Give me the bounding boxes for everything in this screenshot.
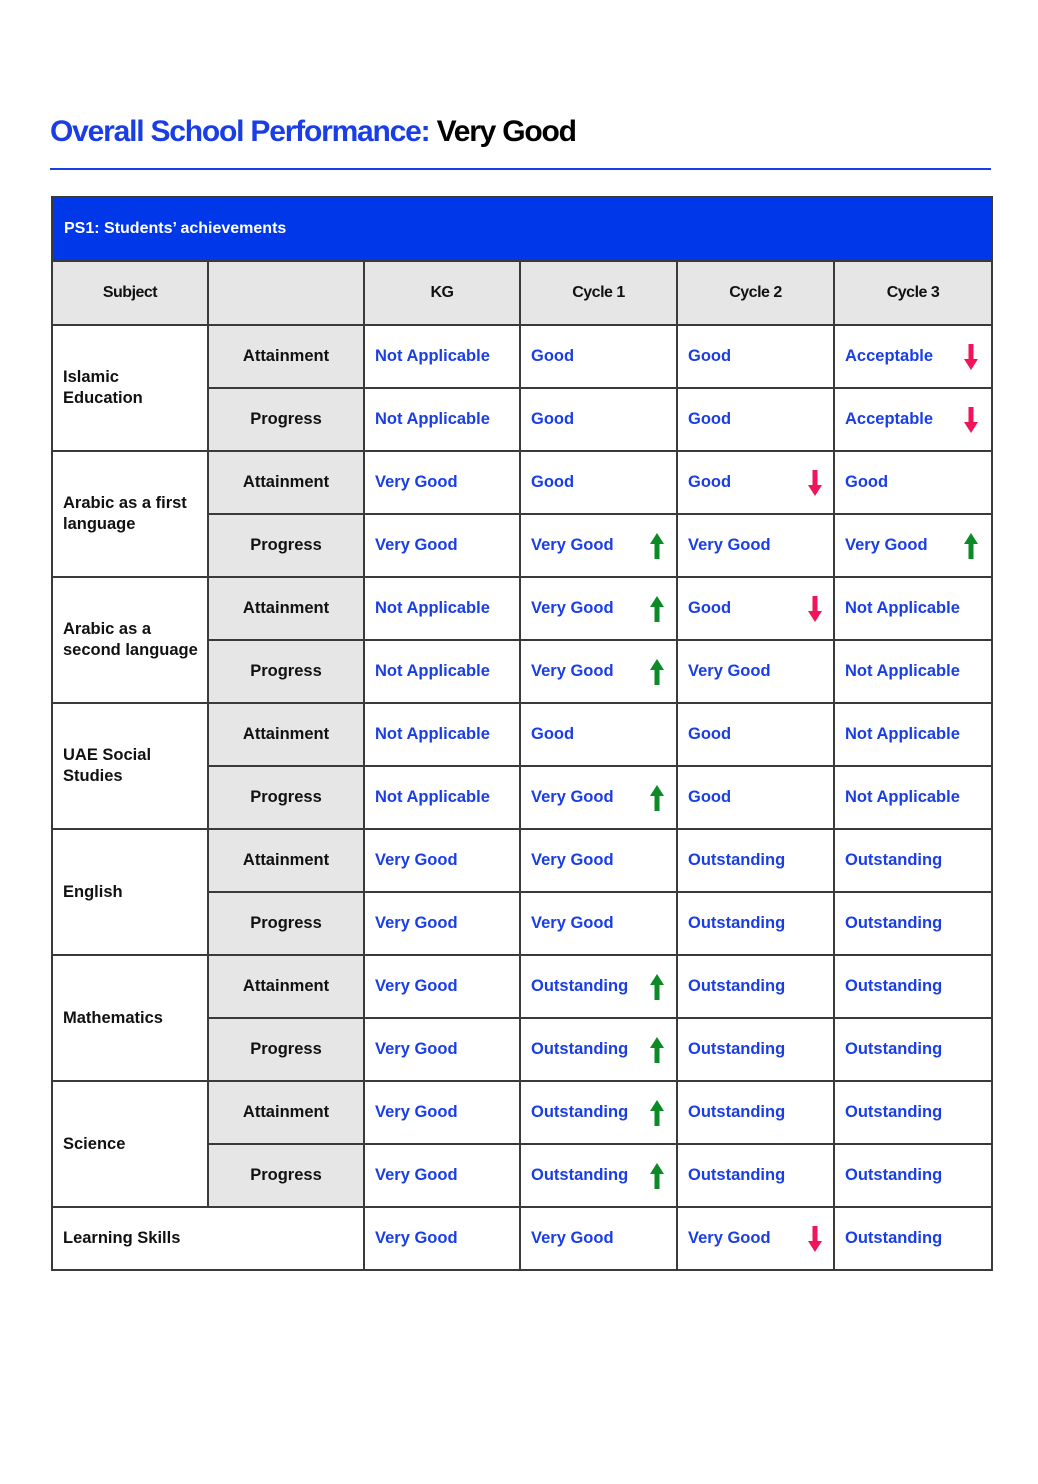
rating-cell bbox=[834, 1081, 992, 1144]
rating-text: Very Good bbox=[845, 536, 928, 554]
table-row bbox=[52, 577, 992, 640]
rating-text: Outstanding bbox=[531, 1103, 629, 1121]
rating-cell bbox=[520, 577, 677, 640]
rating-cell bbox=[520, 1081, 677, 1144]
rating-text: Very Good bbox=[688, 1229, 771, 1247]
rating-text: Not Applicable bbox=[375, 410, 490, 428]
arrow-down-icon bbox=[807, 595, 823, 623]
rating-cell bbox=[834, 388, 992, 451]
rating-text: Very Good bbox=[688, 662, 771, 680]
rating-cell bbox=[520, 766, 677, 829]
rating-cell bbox=[364, 703, 520, 766]
rating-text: Good bbox=[845, 473, 889, 491]
title-lead: Overall School Performance: bbox=[50, 115, 430, 148]
learning-skills-row bbox=[52, 1207, 992, 1270]
rating-text: Very Good bbox=[375, 536, 458, 554]
rating-cell bbox=[677, 577, 834, 640]
arrow-up-icon bbox=[649, 784, 665, 812]
rating-text: Good bbox=[688, 725, 732, 743]
page-title bbox=[50, 112, 576, 152]
achievements-table bbox=[51, 196, 993, 1271]
rating-cell bbox=[677, 388, 834, 451]
rating-cell bbox=[677, 1207, 834, 1270]
rating-text: Good bbox=[688, 473, 732, 491]
rating-text: Not Applicable bbox=[375, 788, 490, 806]
rating-cell bbox=[677, 703, 834, 766]
subject-name: Islamic Education bbox=[52, 325, 208, 451]
rating-cell bbox=[520, 892, 677, 955]
rating-text: Very Good bbox=[375, 851, 458, 869]
rating-cell bbox=[364, 325, 520, 388]
rating-cell bbox=[520, 1018, 677, 1081]
header-row bbox=[52, 261, 992, 325]
metric-label: Attainment bbox=[208, 577, 364, 640]
rating-text: Outstanding bbox=[688, 914, 786, 932]
arrow-up-icon bbox=[649, 973, 665, 1001]
rating-text: Good bbox=[688, 410, 732, 428]
rating-cell bbox=[520, 955, 677, 1018]
rating-text: Outstanding bbox=[688, 851, 786, 869]
rating-cell bbox=[364, 1081, 520, 1144]
rating-cell bbox=[520, 1144, 677, 1207]
rating-text: Very Good bbox=[375, 1040, 458, 1058]
rating-text: Good bbox=[688, 347, 732, 365]
table-row bbox=[52, 703, 992, 766]
rating-cell bbox=[520, 1207, 677, 1270]
rating-cell bbox=[364, 892, 520, 955]
rating-text: Good bbox=[531, 473, 575, 491]
metric-label: Attainment bbox=[208, 325, 364, 388]
rating-text: Very Good bbox=[375, 1229, 458, 1247]
rating-text: Outstanding bbox=[845, 1040, 943, 1058]
rating-text: Outstanding bbox=[845, 1229, 943, 1247]
table-row bbox=[52, 829, 992, 892]
rating-text: Good bbox=[688, 599, 732, 617]
header-metric bbox=[208, 261, 364, 325]
rating-text: Not Applicable bbox=[845, 788, 960, 806]
metric-label: Progress bbox=[208, 1144, 364, 1207]
metric-label: Attainment bbox=[208, 1081, 364, 1144]
metric-label: Progress bbox=[208, 514, 364, 577]
rating-cell bbox=[677, 766, 834, 829]
rating-text: Not Applicable bbox=[375, 725, 490, 743]
rating-text: Very Good bbox=[688, 536, 771, 554]
rating-text: Very Good bbox=[375, 1103, 458, 1121]
rating-cell bbox=[677, 325, 834, 388]
rating-text: Very Good bbox=[531, 662, 614, 680]
rating-text: Very Good bbox=[531, 851, 614, 869]
rating-text: Outstanding bbox=[531, 1040, 629, 1058]
arrow-up-icon bbox=[649, 1162, 665, 1190]
rating-cell bbox=[834, 1144, 992, 1207]
rating-text: Acceptable bbox=[845, 347, 934, 365]
rating-cell bbox=[834, 325, 992, 388]
arrow-down-icon bbox=[807, 1225, 823, 1253]
arrow-down-icon bbox=[963, 406, 979, 434]
rating-text: Not Applicable bbox=[375, 599, 490, 617]
rating-cell bbox=[834, 703, 992, 766]
rating-text: Not Applicable bbox=[845, 662, 960, 680]
rating-cell bbox=[834, 451, 992, 514]
rating-cell bbox=[834, 955, 992, 1018]
rating-text: Very Good bbox=[531, 788, 614, 806]
rating-text: Outstanding bbox=[845, 977, 943, 995]
rating-text: Not Applicable bbox=[845, 725, 960, 743]
rating-text: Very Good bbox=[375, 473, 458, 491]
rating-text: Not Applicable bbox=[845, 599, 960, 617]
subject-name: Learning Skills bbox=[52, 1207, 364, 1270]
header-cycle-3: Cycle 3 bbox=[834, 261, 992, 325]
rating-cell bbox=[520, 451, 677, 514]
rating-text: Outstanding bbox=[531, 977, 629, 995]
rating-cell bbox=[520, 514, 677, 577]
metric-label: Progress bbox=[208, 1018, 364, 1081]
rating-cell bbox=[520, 640, 677, 703]
rating-cell bbox=[677, 892, 834, 955]
rating-text: Good bbox=[688, 788, 732, 806]
rating-cell bbox=[364, 829, 520, 892]
arrow-up-icon bbox=[649, 1099, 665, 1127]
rating-text: Outstanding bbox=[845, 1103, 943, 1121]
rating-text: Outstanding bbox=[688, 1166, 786, 1184]
arrow-down-icon bbox=[807, 469, 823, 497]
rating-cell bbox=[364, 640, 520, 703]
subject-name: English bbox=[52, 829, 208, 955]
header-kg: KG bbox=[364, 261, 520, 325]
arrow-up-icon bbox=[649, 658, 665, 686]
metric-label: Attainment bbox=[208, 829, 364, 892]
rating-cell bbox=[677, 1144, 834, 1207]
rating-text: Outstanding bbox=[688, 1103, 786, 1121]
rating-cell bbox=[677, 829, 834, 892]
rating-text: Not Applicable bbox=[375, 347, 490, 365]
rating-cell bbox=[834, 514, 992, 577]
rating-text: Very Good bbox=[375, 1166, 458, 1184]
rating-text: Outstanding bbox=[531, 1166, 629, 1184]
rating-cell bbox=[677, 640, 834, 703]
arrow-up-icon bbox=[649, 595, 665, 623]
subject-name: Arabic as a second language bbox=[52, 577, 208, 703]
rating-text: Outstanding bbox=[845, 1166, 943, 1184]
metric-label: Attainment bbox=[208, 703, 364, 766]
metric-label: Progress bbox=[208, 640, 364, 703]
rating-text: Very Good bbox=[375, 914, 458, 932]
table-row bbox=[52, 955, 992, 1018]
rating-text: Not Applicable bbox=[375, 662, 490, 680]
rating-cell bbox=[677, 514, 834, 577]
rating-cell bbox=[677, 1081, 834, 1144]
subject-name: Mathematics bbox=[52, 955, 208, 1081]
rating-text: Outstanding bbox=[688, 1040, 786, 1058]
rating-text: Very Good bbox=[375, 977, 458, 995]
rating-cell bbox=[834, 577, 992, 640]
subject-name: UAE Social Studies bbox=[52, 703, 208, 829]
arrow-down-icon bbox=[963, 343, 979, 371]
rating-text: Very Good bbox=[531, 914, 614, 932]
table-banner: PS1: Students’ achievements bbox=[52, 197, 992, 261]
header-cycle-1: Cycle 1 bbox=[520, 261, 677, 325]
rating-text: Outstanding bbox=[688, 977, 786, 995]
arrow-up-icon bbox=[649, 1036, 665, 1064]
title-value: Very Good bbox=[436, 115, 576, 148]
rating-cell bbox=[364, 1144, 520, 1207]
metric-label: Attainment bbox=[208, 451, 364, 514]
table-row bbox=[52, 451, 992, 514]
rating-text: Good bbox=[531, 410, 575, 428]
title-divider bbox=[50, 168, 991, 170]
rating-cell bbox=[520, 388, 677, 451]
rating-cell bbox=[364, 514, 520, 577]
rating-cell bbox=[364, 451, 520, 514]
metric-label: Progress bbox=[208, 766, 364, 829]
rating-cell bbox=[364, 766, 520, 829]
rating-cell bbox=[520, 829, 677, 892]
rating-cell bbox=[364, 1018, 520, 1081]
rating-cell bbox=[834, 892, 992, 955]
rating-cell bbox=[677, 451, 834, 514]
rating-cell bbox=[364, 1207, 520, 1270]
header-subject: Subject bbox=[52, 261, 208, 325]
rating-cell bbox=[520, 325, 677, 388]
rating-cell bbox=[834, 766, 992, 829]
rating-text: Very Good bbox=[531, 536, 614, 554]
rating-cell bbox=[677, 1018, 834, 1081]
rating-cell bbox=[834, 1207, 992, 1270]
rating-cell bbox=[364, 577, 520, 640]
rating-text: Acceptable bbox=[845, 410, 934, 428]
rating-text: Outstanding bbox=[845, 914, 943, 932]
metric-label: Progress bbox=[208, 388, 364, 451]
rating-text: Good bbox=[531, 725, 575, 743]
metric-label: Attainment bbox=[208, 955, 364, 1018]
rating-cell bbox=[677, 955, 834, 1018]
table-row bbox=[52, 325, 992, 388]
rating-text: Very Good bbox=[531, 599, 614, 617]
rating-cell bbox=[834, 829, 992, 892]
rating-text: Outstanding bbox=[845, 851, 943, 869]
subject-name: Science bbox=[52, 1081, 208, 1207]
rating-cell bbox=[364, 388, 520, 451]
header-cycle-2: Cycle 2 bbox=[677, 261, 834, 325]
rating-cell bbox=[834, 640, 992, 703]
subject-name: Arabic as a first language bbox=[52, 451, 208, 577]
rating-cell bbox=[364, 955, 520, 1018]
metric-label: Progress bbox=[208, 892, 364, 955]
rating-text: Very Good bbox=[531, 1229, 614, 1247]
rating-cell bbox=[520, 703, 677, 766]
rating-text: Good bbox=[531, 347, 575, 365]
arrow-up-icon bbox=[649, 532, 665, 560]
table-row bbox=[52, 1081, 992, 1144]
rating-cell bbox=[834, 1018, 992, 1081]
arrow-up-icon bbox=[963, 532, 979, 560]
